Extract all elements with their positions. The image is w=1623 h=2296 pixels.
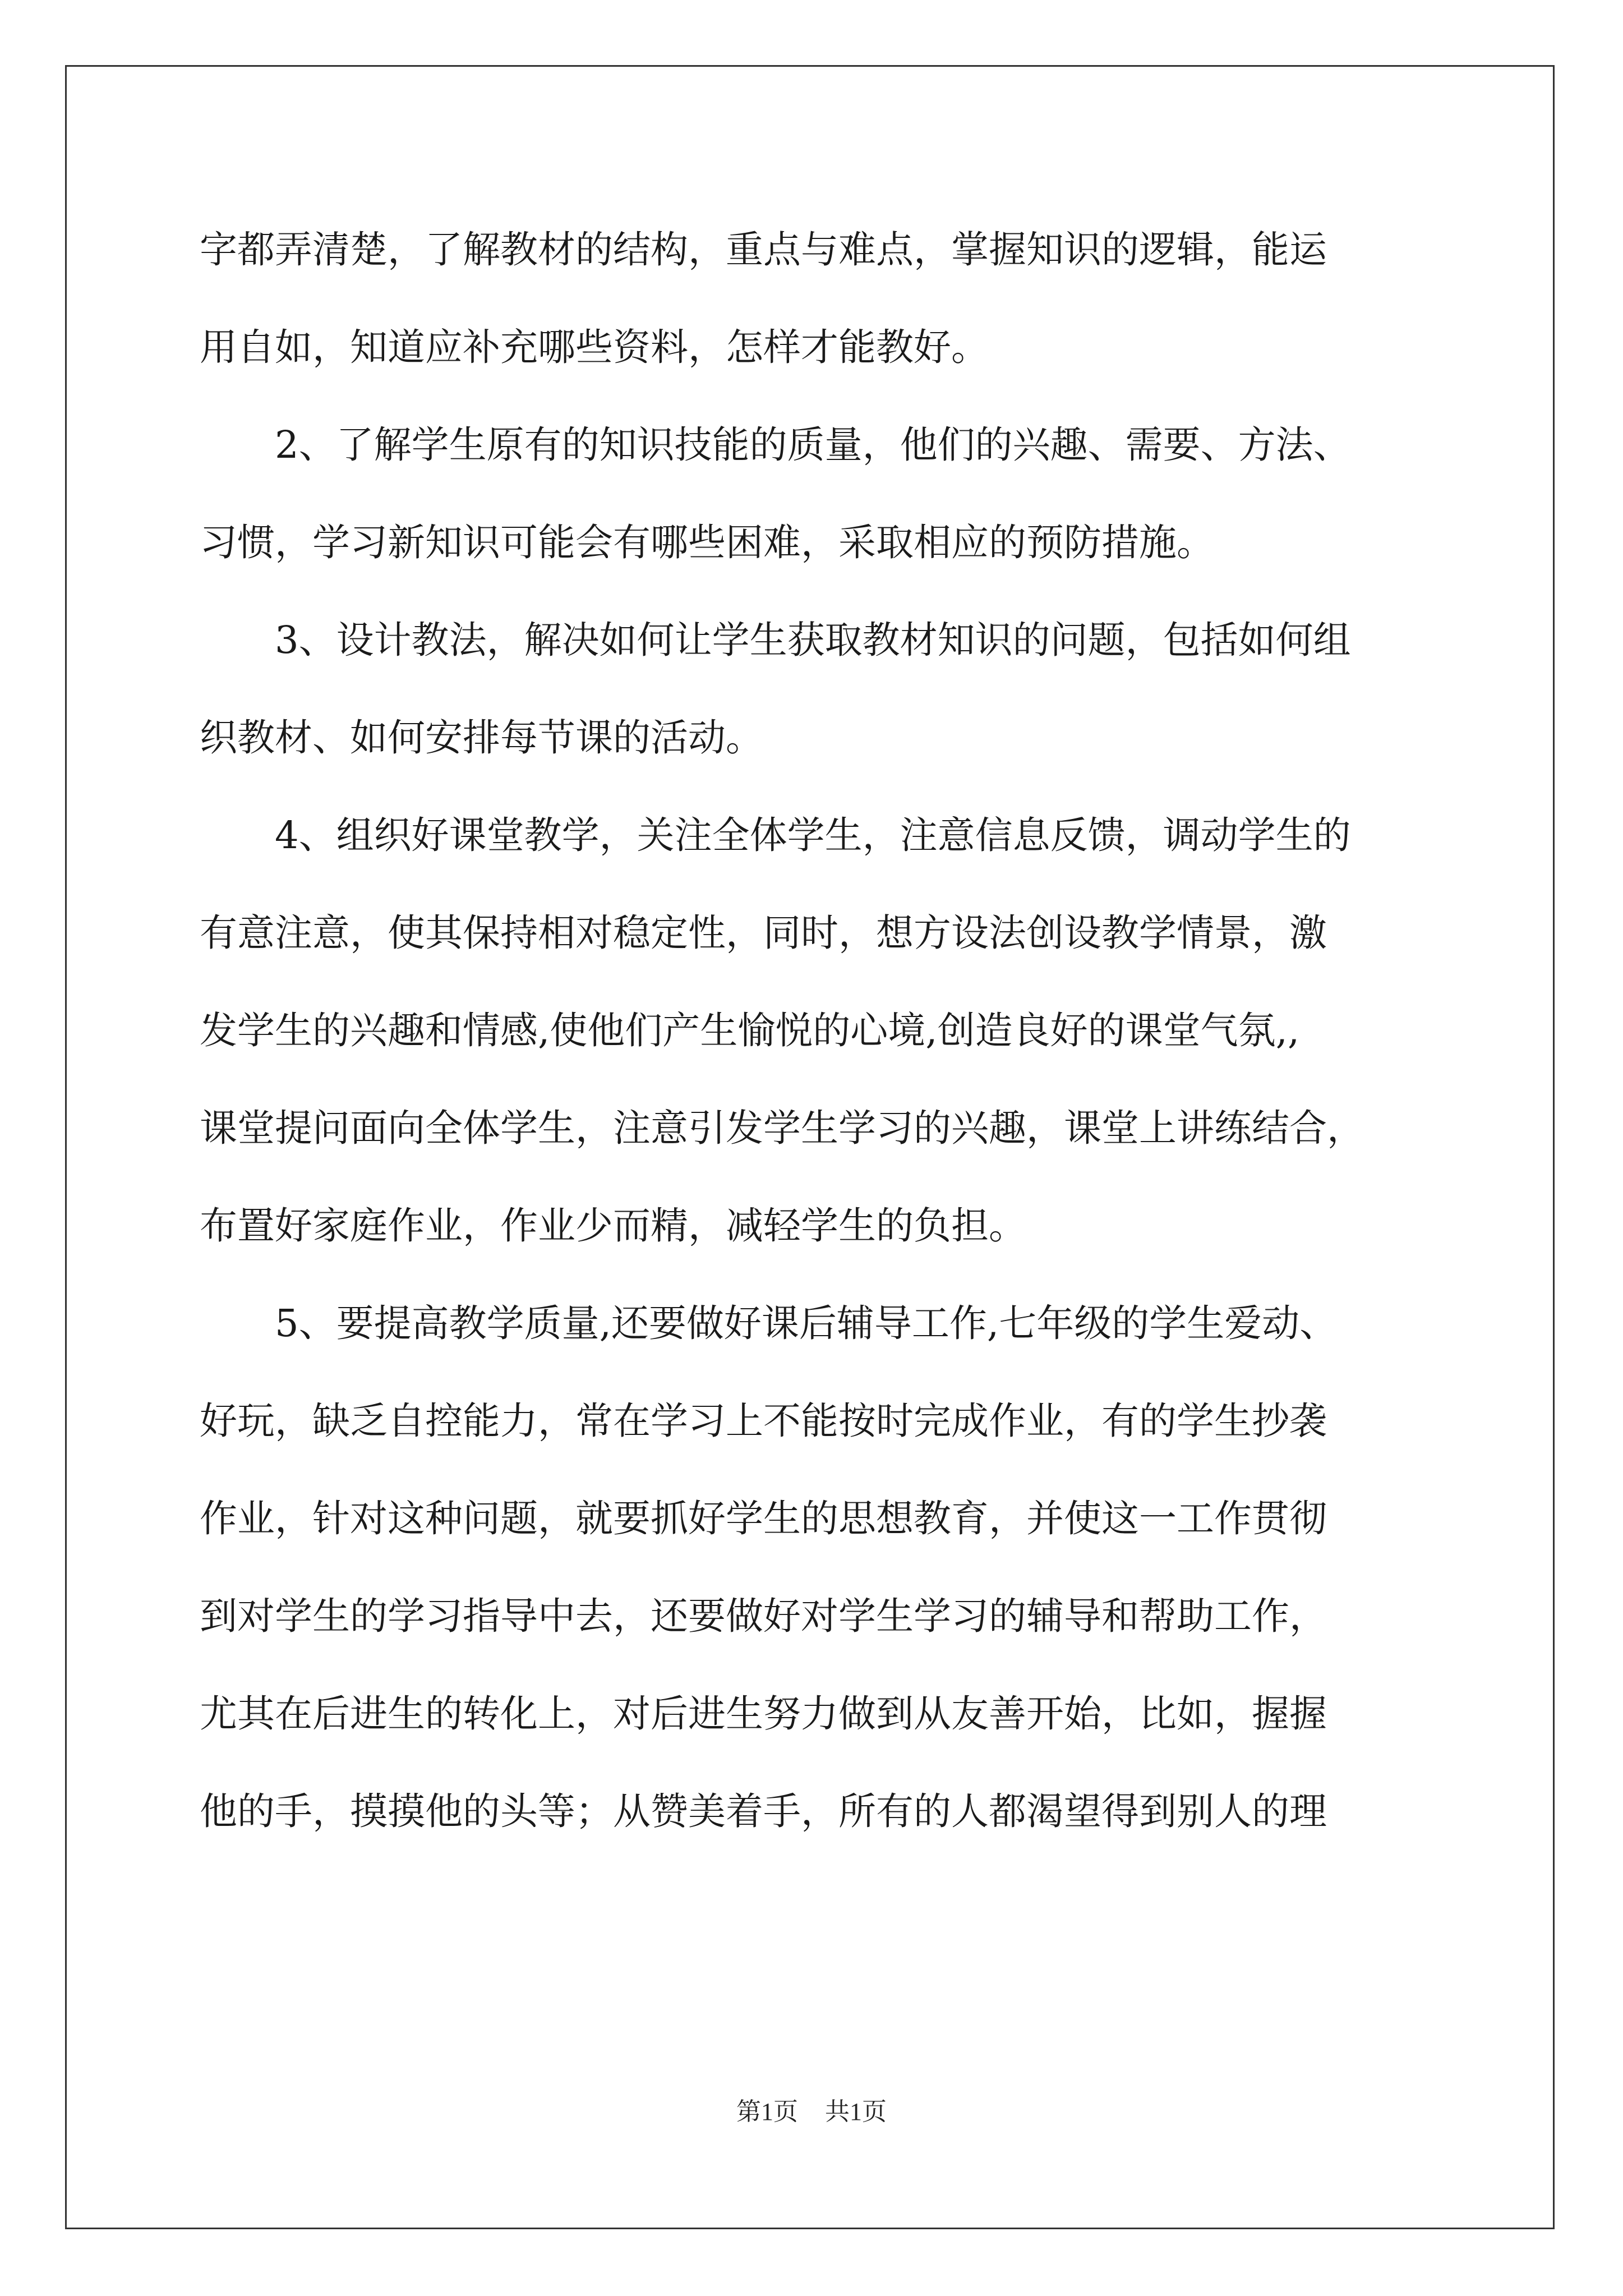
document-body: [200, 219, 1461, 1878]
text-line: 到对学生的学习指导中去，还要做好对学生学习的辅导和帮助工作，: [200, 1594, 1327, 1638]
text-line: 用自如，知道应补充哪些资料，怎样才能教好。: [200, 325, 989, 369]
text-line: 作业，针对这种问题，就要抓好学生的思想教育，并使这一工作贯彻: [200, 1497, 1327, 1540]
text-line: 好玩，缺乏自控能力，常在学习上不能按时完成作业，有的学生抄袭: [200, 1399, 1327, 1443]
text-line: 发学生的兴趣和情感,使他们产生愉悦的心境,创造良好的课堂气氛,,: [200, 1009, 1300, 1052]
text-line: 2、了解学生原有的知识技能的质量，他们的兴趣、需要、方法、: [275, 423, 1351, 467]
text-line: 有意注意，使其保持相对稳定性，同时，想方设法创设教学情景，激: [200, 911, 1327, 955]
text-line: 5、要提高教学质量,还要做好课后辅导工作,七年级的学生爱动、: [275, 1301, 1338, 1345]
page-number-total: 共1页: [825, 2098, 887, 2125]
text-line: 字都弄清楚，了解教材的结构，重点与难点，掌握知识的逻辑，能运: [200, 228, 1327, 272]
text-line: 布置好家庭作业，作业少而精，减轻学生的负担。: [200, 1204, 1026, 1248]
text-line: 尤其在后进生的转化上，对后进生努力做到从友善开始，比如，握握: [200, 1692, 1327, 1736]
text-line: 他的手，摸摸他的头等；从赞美着手，所有的人都渴望得到别人的理: [200, 1789, 1327, 1833]
text-line: 4、组织好课堂教学，关注全体学生，注意信息反馈，调动学生的: [275, 813, 1351, 857]
page-number-current: 第1页: [736, 2098, 798, 2125]
text-line: 习惯，学习新知识可能会有哪些困难，采取相应的预防措施。: [200, 521, 1214, 564]
text-line: 3、设计教法，解决如何让学生获取教材知识的问题，包括如何组: [275, 618, 1351, 662]
text-line: 课堂提问面向全体学生，注意引发学生学习的兴趣，课堂上讲练结合，: [200, 1106, 1364, 1150]
page-footer: [0, 2091, 1623, 2127]
text-line: 织教材、如何安排每节课的活动。: [200, 716, 763, 760]
